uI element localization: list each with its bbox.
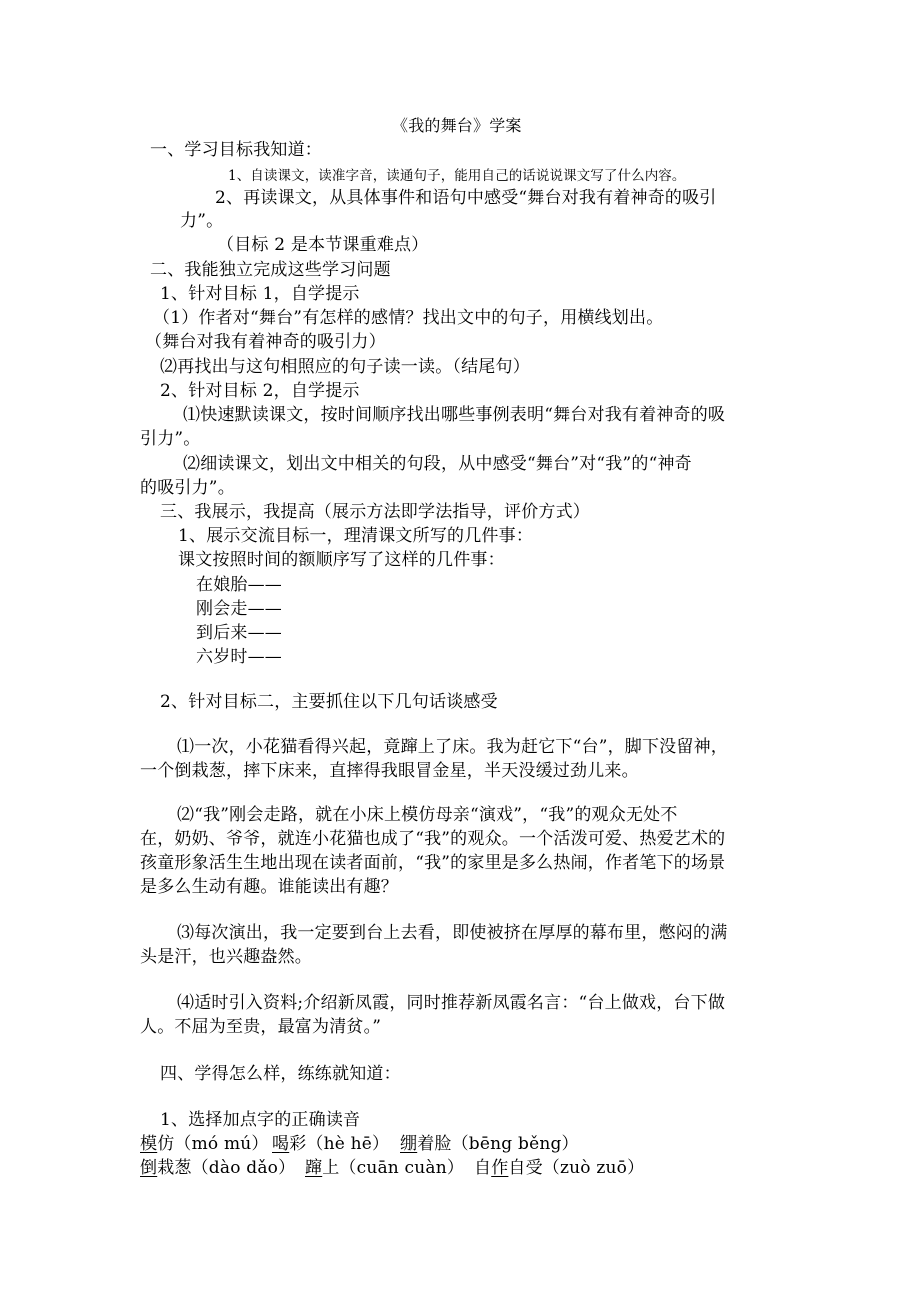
passage-4-line1: ⑷适时引入资料;介绍新凤霞，同时推荐新凤霞名言：“台上做戏，台下做 [177,993,726,1013]
document-title: 《我的舞台》学案 [392,116,522,135]
marked-char: 模 [140,1134,158,1154]
marked-char: 倒 [140,1158,158,1178]
goal-2-line1: 2、再读课文，从具体事件和语句中感受“舞台对我有着神奇的吸引 [215,188,717,208]
marked-char: 绷 [400,1134,418,1154]
marked-char: 蹿 [305,1158,323,1178]
pronunciation-item [474,1157,644,1179]
pronunciation-item [272,1133,389,1155]
section3-heading: 三、我展示，我提高（展示方法即学法指导，评价方式） [160,502,590,522]
event-item: 刚会走—— [196,599,282,619]
passage-1-line1: ⑴一次，小花猫看得兴起，竟蹿上了床。我为赶它下“台”，脚下没留神， [177,737,728,757]
event-item: 六岁时—— [196,647,282,667]
section3-sub1: 1、展示交流目标一，理清课文所写的几件事： [178,526,534,546]
event-item: 在娘胎—— [196,575,282,595]
pronunciation-options: 着脸（bēng běng） [417,1134,579,1154]
pronunciation-item [400,1133,579,1155]
answer-1: （舞台对我有着神奇的吸引力） [145,332,386,352]
passage-3-line1: ⑶每次演出，我一定要到台上去看，即使被挤在厚厚的幕布里，憋闷的满 [177,923,728,943]
pronunciation-options: 栽葱（dào dǎo） [157,1158,296,1178]
passage-2-line1: ⑵“我”刚会走路，就在小床上模仿母亲“演戏”，“我”的观众无处不 [177,805,678,825]
events-intro: 课文按照时间的额顺序写了这样的几件事： [178,550,505,570]
event-item: 到后来—— [196,623,282,643]
question-1: （1）作者对“舞台”有怎样的感情？找出文中的句子，用横线划出。 [153,308,664,328]
marked-char: 作 [491,1158,509,1178]
question-3-line1: ⑴快速默读课文，按时间顺序找出哪些事例表明“舞台对我有着神奇的吸 [183,405,726,425]
section2-sub1: 1、针对目标 1，自学提示 [160,284,360,304]
passage-2-line3: 孩童形象活生生地出现在读者面前，“我”的家里是多么热闹，作者笔下的场景 [140,853,726,873]
passage-3-line2: 头是汗，也兴趣盎然。 [140,947,312,967]
question-3-line2: 引力”。 [140,429,201,449]
pronunciation-item [140,1157,295,1179]
goal-2-line2: 力”。 [180,211,224,231]
section1-heading: 一、学习目标我知道： [150,140,322,160]
question-2: ⑵再找出与这句相照应的句子读一读。（结尾句） [160,357,530,377]
goal-1: 1、自读课文，读准字音，读通句子，能用自己的话说说课文写了什么内容。 [228,168,686,184]
section4-heading: 四、学得怎么样，练练就知道： [160,1064,401,1084]
section2-heading: 二、我能独立完成这些学习问题 [150,260,391,280]
pronunciation-item [305,1157,464,1179]
section4-sub1: 1、选择加点字的正确读音 [160,1110,361,1130]
plain-char: 自 [474,1158,492,1178]
section2-sub2: 2、针对目标 2，自学提示 [160,381,360,401]
passage-2-line4: 是多么生动有趣。谁能读出有趣？ [140,877,398,897]
goal-note: （目标 2 是本节课重难点） [217,235,429,255]
pronunciation-options: 彩（hè hē） [289,1134,390,1154]
passage-4-line2: 人。不屈为至贵，最富为清贫。” [140,1017,382,1037]
pronunciation-options: 自受（zuò zuō） [508,1158,645,1178]
section3-sub2: 2、针对目标二，主要抓住以下几句话谈感受 [160,692,498,712]
passage-1-line2: 一个倒栽葱，摔下床来，直摔得我眼冒金星，半天没缓过劲儿来。 [140,761,639,781]
pronunciation-options: 上（cuān cuàn） [322,1158,465,1178]
marked-char: 喝 [272,1134,290,1154]
pronunciation-item [140,1133,269,1155]
question-4-line1: ⑵细读课文，划出文中相关的句段，从中感受“舞台”对“我”的“神奇 [183,454,692,474]
question-4-line2: 的吸引力”。 [140,478,235,498]
passage-2-line2: 在，奶奶、爷爷，就连小花猫也成了“我”的观众。一个活泼可爱、热爱艺术的 [140,829,726,849]
pronunciation-options: 仿（mó mú） [157,1134,269,1154]
